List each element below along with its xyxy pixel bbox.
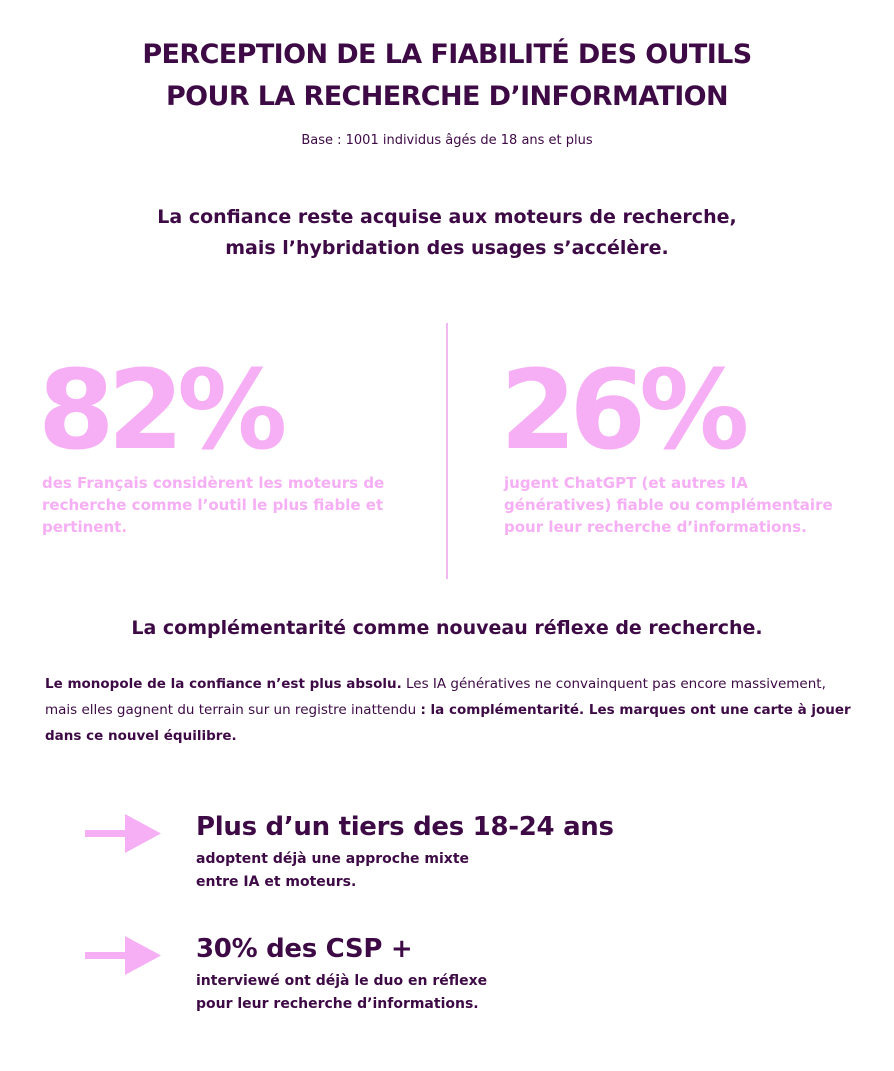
highlight-description-line-2: pour leur recherche d’informations. (196, 996, 479, 1012)
stat-generative-ai (500, 346, 860, 538)
stat-description: jugent ChatGPT (et autres IA génératives) fiable ou complémentaire pour leur recherche d’informations. (504, 474, 833, 536)
arrow-right-icon (85, 935, 161, 975)
paragraph-body: Les IA génératives ne convainquent pas encore massivement, mais elles gagnent du terrain sur un registre inattendu (45, 676, 826, 718)
stat-search-engines (38, 346, 398, 538)
highlight-description (196, 848, 596, 894)
paragraph-bold-lead: Le monopole de la confiance n’est plus absolu. (45, 676, 402, 692)
page-title-line-1: PERCEPTION DE LA FIABILITÉ DES OUTILS (142, 39, 752, 70)
highlight-description-line-1: adoptent déjà une approche mixte (196, 851, 470, 867)
stat-value: 26% (500, 346, 743, 474)
paragraph-bold-tail: : la complémentarité. Les marques ont une carte à jouer dans ce nouvel équilibre. (45, 702, 851, 744)
stat-description: des Français considèrent les moteurs de recherche comme l’outil le plus fiable et pertinent. (42, 474, 385, 536)
intro-line-2: mais l’hybridation des usages s’accélère. (225, 237, 669, 259)
page-title (0, 34, 894, 118)
highlight-title: 30% des CSP + (196, 934, 413, 964)
stat-value: 82% (38, 346, 281, 474)
stats-divider (446, 323, 448, 579)
highlight-title: Plus d’un tiers des 18-24 ans (196, 812, 614, 842)
page-title-line-2: POUR LA RECHERCHE D’INFORMATION (165, 81, 729, 112)
intro-line-1: La confiance reste acquise aux moteurs de recherche, (157, 206, 737, 228)
arrow-right-icon (85, 813, 161, 853)
highlight-description-line-2: entre IA et moteurs. (196, 874, 357, 890)
sample-base-note: Base : 1001 individus âgés de 18 ans et plus (301, 133, 593, 148)
section-subheading: La complémentarité comme nouveau réflexe de recherche. (131, 617, 763, 639)
highlight-description (196, 970, 596, 1016)
intro-heading (0, 202, 894, 264)
highlight-description-line-1: interviewé ont déjà le duo en réflexe (196, 973, 488, 989)
section-paragraph (45, 671, 860, 749)
